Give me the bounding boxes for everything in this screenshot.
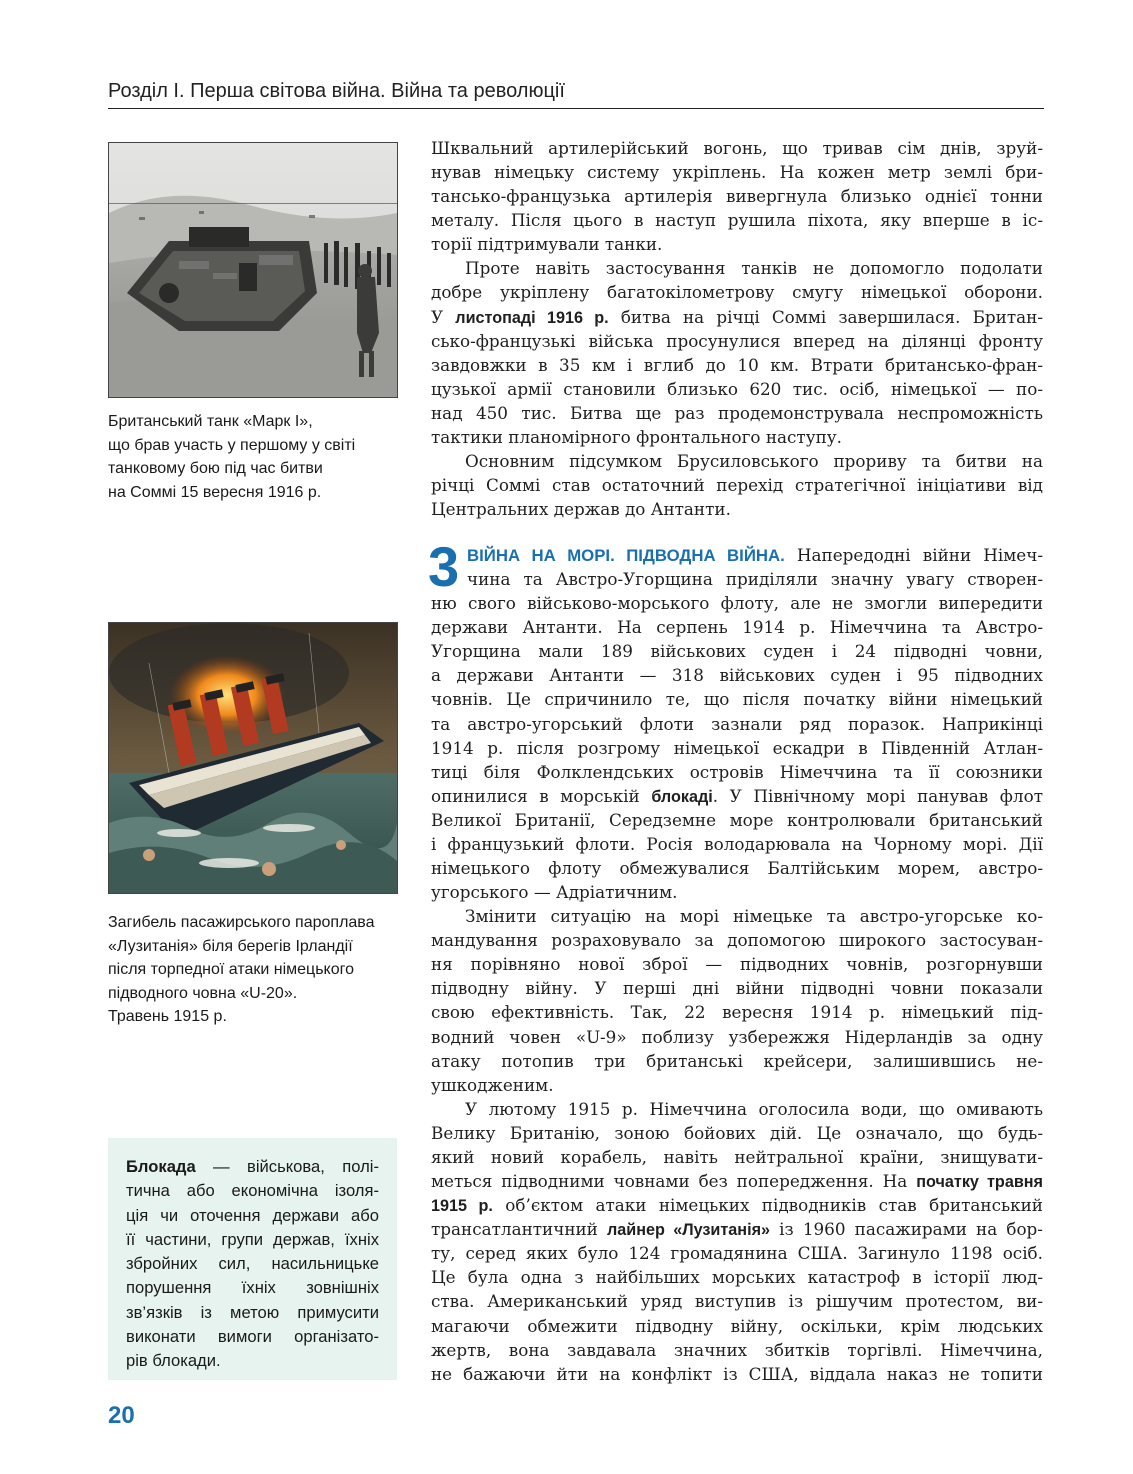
text-line: Велику Британію, зоною бойових дій. Це означало, що будь- — [431, 1122, 1043, 1143]
caption-line: Травень 1915 р. — [108, 1008, 227, 1025]
definition-line: зв’язків із метою примусити — [126, 1302, 379, 1322]
text-line: підводну війну. У перші дні війни підводні човни показали — [431, 978, 1043, 999]
definition-term: Блокада — [126, 1157, 196, 1176]
text-line: та австро-угорський флоти зазнали ряд поразок. Наприкінці — [431, 713, 1043, 734]
text-line: тиці біля Фолклендських островів Німеччина та її союзники — [431, 761, 1043, 782]
text-line: завдовжки в 35 км і вглиб до 10 км. Втрати британсько-фран- — [431, 354, 1043, 375]
text-line: Шквальний артилерійський вогонь, що тривав сім днів, зруй- — [431, 138, 1043, 158]
text-line: жертв, вона завдавала значних збитків торгівлі. Німеччина, — [431, 1339, 1043, 1360]
text-line: нував німецьку систему укріплень. На кожен метр землі бри- — [431, 162, 1043, 183]
text-line: а держави Антанти — 318 військових суден і 95 підводних — [431, 665, 1043, 686]
definition-line: її частини, групи держав, їхніх — [126, 1229, 379, 1249]
text-line: річці Соммі став остаточний перехід стратегічної ініціативи від — [431, 475, 1043, 496]
tank-photo-caption — [108, 410, 398, 504]
text-line: магаючи обмежити підводну війну, оскільки, крім людських — [431, 1315, 1043, 1336]
running-header — [108, 78, 1044, 109]
definition-line: ція чи оточення держави або — [126, 1205, 379, 1225]
caption-line: підводного човна «U-20». — [108, 984, 298, 1002]
text-line: над 450 тис. Битва ще раз продемонструвала неспроможність — [431, 402, 1043, 423]
definition-line: виконати вимоги організато- — [126, 1327, 379, 1347]
text-line: ушкодженим. — [431, 1074, 554, 1095]
text-line: торії підтримували танки. — [431, 234, 663, 255]
definition-line: Блокада — військова, полі- — [126, 1157, 379, 1176]
text-line: тактики планомірного фронтального наступу. — [431, 426, 842, 447]
text-line: Основним підсумком Брусиловського прориву та битви на — [465, 451, 1043, 472]
keyword: листопаді 1916 р. — [455, 308, 609, 327]
text-line: німецького флоту обмежувалися Балтійським морем, австро- — [431, 858, 1043, 879]
lusitania-painting — [108, 622, 398, 894]
text-line: сько-французькі війська просунулися вперед на ділянці фронту — [431, 330, 1043, 351]
caption-line: на Соммі 15 вересня 1916 р. — [108, 483, 322, 501]
text-line: Великої Британії, Середземне море контролювали британський — [431, 809, 1043, 830]
caption-line: що брав участь у першому у світі — [108, 436, 356, 454]
definition-box — [108, 1138, 397, 1380]
section-number: 3 — [428, 535, 460, 598]
running-header-title: Розділ I. Перша світова війна. Війна та революції — [108, 80, 565, 102]
text-line: атаку потопив три британські крейсери, залишившись не- — [431, 1050, 1043, 1071]
text-line: У лютому 1915 р. Німеччина оголосила води, що омивають — [465, 1098, 1043, 1119]
text-line: металу. Після цього в наступ рушила піхота, яку вперше в іс- — [431, 210, 1043, 231]
lusitania-painting-caption — [108, 911, 398, 1029]
main-text-top — [431, 136, 1043, 521]
page-number: 20 — [108, 1402, 135, 1429]
caption-line: «Лузитанія» біля берегів Ірландії — [108, 937, 353, 955]
text-line: ню свого військово-морського флоту, але не змогли випередити — [431, 593, 1043, 614]
caption-line: після торпедної атаки німецького — [108, 961, 355, 978]
text-line: який новий корабель, навіть нейтральної країни, знищувати- — [431, 1146, 1043, 1167]
text-line: ту, серед яких було 124 громадянина США. Загинуло 1198 осіб. — [431, 1243, 1043, 1264]
keyword: 1915 р. — [431, 1197, 493, 1216]
text-line: не бажаючи йти на конфлікт із США, віддала наказ не топити — [431, 1363, 1043, 1384]
main-text-bottom — [431, 543, 1043, 1386]
text-line: водний човен «U-9» поблизу узбережжя Нідерландів за одну — [431, 1026, 1043, 1047]
text-line: свою ефективність. Так, 22 вересня 1914 р. німецький під- — [431, 1002, 1043, 1023]
section-title: ВІЙНА НА МОРІ. ПІДВОДНА ВІЙНА. — [467, 546, 785, 565]
text-line: Угорщина мали 189 військових суден і 24 підводні човни, — [431, 641, 1043, 662]
text-line: і французький флоти. Росія володарювала на Чорному морі. Дії — [431, 833, 1043, 854]
caption-line: Британський танк «Марк I», — [108, 413, 313, 430]
text-line: У листопаді 1916 р. битва на річці Соммі завершилася. Британ- — [431, 306, 1043, 327]
text-line: Проте навіть застосування танків не допомогло подолати — [465, 258, 1043, 279]
text-line: ства. Американський уряд виступив із рішучим протестом, ви- — [431, 1291, 1043, 1312]
text-line: мандування розраховувало за допомогою широкого застосуван- — [431, 930, 1043, 951]
caption-line: танковому бою під час битви — [108, 460, 323, 477]
definition-line: рів блокади. — [126, 1351, 221, 1371]
text-line: човнів. Це спричинило те, що після початку війни німецький — [431, 689, 1043, 710]
text-line: чина та Австро-Угорщина приділяли значну увагу створен- — [467, 569, 1043, 590]
text-line: Змінити ситуацію на морі німецьке та австро-угорське ко- — [465, 906, 1043, 927]
keyword: блокаді — [651, 787, 713, 806]
text-line: 1914 р. після розгрому німецької ескадри в Південній Атлан- — [431, 737, 1043, 758]
text-line: Центральних держав до Антанти. — [431, 499, 731, 520]
keyword: лайнер «Лузитанія» — [607, 1221, 771, 1240]
text-line: трансатлантичний лайнер «Лузитанія» із 1960 пасажирами на бор- — [431, 1219, 1043, 1240]
keyword: початку травня — [916, 1173, 1043, 1192]
text-line: цузької армії становили близько 620 тис. осіб, німецької — по- — [431, 378, 1043, 399]
definition-line: порушення їхніх зовнішніх — [126, 1278, 379, 1298]
text-line: держави Антанти. На серпень 1914 р. Німеччина та Австро- — [431, 617, 1043, 638]
tank-photo — [108, 142, 398, 398]
text-line: угорського — Адріатичним. — [431, 882, 678, 903]
text-line: добре укріплену багатокілометрову смугу німецької оборони. — [431, 282, 1043, 303]
text-line: ня порівняно нової зброї — підводних човнів, розгорнувши — [431, 954, 1043, 975]
caption-line: Загибель пасажирського пароплава — [108, 914, 375, 931]
text-line: ВІЙНА НА МОРІ. ПІДВОДНА ВІЙНА. Напередодні війни Німеч- — [467, 545, 1043, 565]
text-line: Це була одна з найбільших морських катастроф в історії люд- — [431, 1267, 1043, 1288]
text-line: меться підводними човнами без попередження. На початку травня — [431, 1171, 1043, 1192]
text-line: опинилися в морській блокаді. У Північному морі панував флот — [431, 785, 1043, 806]
definition-line: збройних сил, насильницьке — [126, 1254, 379, 1274]
text-line: тансько-французька артилерія вивергнула близько однієї тонни — [431, 186, 1043, 207]
definition-line: тична або економічна ізоля- — [126, 1181, 379, 1201]
text-line: 1915 р. об’єктом атаки німецьких підводників став британський — [431, 1195, 1043, 1216]
